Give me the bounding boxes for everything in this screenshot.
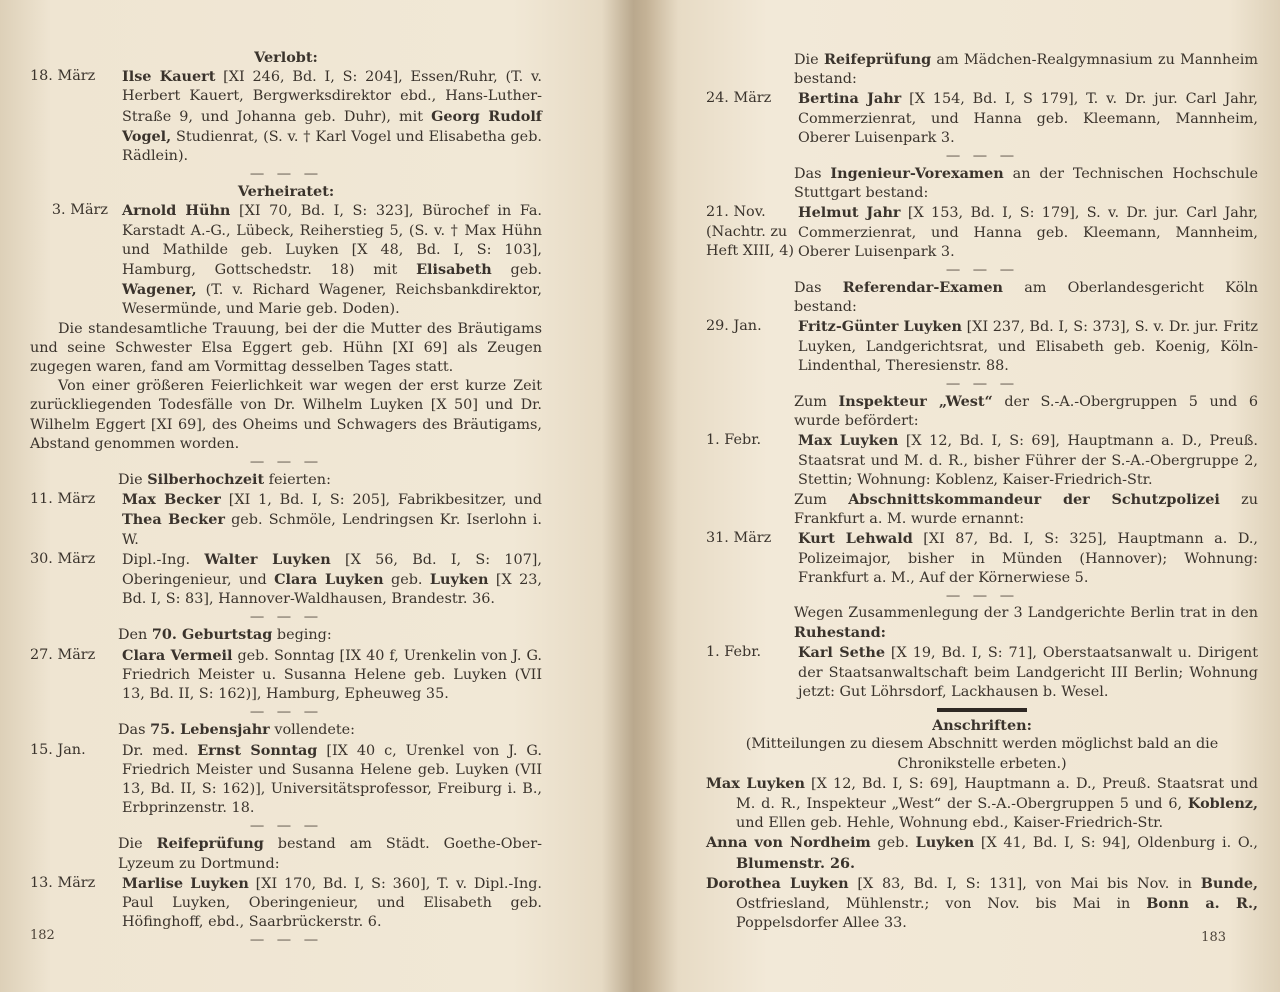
entry-date: 29. Jan. xyxy=(706,318,762,335)
entry-text: Dr. med. Ernst Sonntag [IX 40 c, Urenkel von J. G. Friedrich Meister und Susanna Helene geb. Luyken (VII 13, Bd. II, S: 162)], Universitätsprofessor, Freiburg i. B., Erbprinzenstr. 18. xyxy=(122,741,542,817)
section-separator: — — — xyxy=(249,166,323,183)
section-separator: — — — xyxy=(249,609,323,626)
left-page-content xyxy=(30,48,542,948)
intro-70th-birthday: Den 70. Geburtstag beging: xyxy=(118,626,332,644)
entry-abschnittskommandeur xyxy=(706,529,1258,588)
entry-date: 11. März xyxy=(30,491,96,508)
entry-text: Karl Sethe [X 19, Bd. I, S: 71], Oberstaatsanwalt u. Dirigent der Staatsanwaltschaft beim Landgericht III Berlin; Wohnung jetzt: Gut Löhrsdorf, Lackhausen b. Wesel. xyxy=(798,644,1258,700)
entry-ingenieur xyxy=(706,203,1258,262)
entry-text: Ilse Kauert [XI 246, Bd. I, S: 204], Essen/Ruhr, (T. v. Herbert Kauert, Bergwerksdirektor ebd., Hans-Luther-Straße 9, und Johanna geb. Duhr), mit Georg Rudolf Vogel, Studienrat, (S. v. † Karl Vogel und Elisabetha geb. Rädlein). xyxy=(122,68,542,165)
heavy-rule xyxy=(937,708,1027,712)
section-separator: — — — xyxy=(945,588,1019,605)
entry-date: 18. März xyxy=(30,68,96,85)
entry-inspekteur xyxy=(706,431,1258,490)
section-separator: — — — xyxy=(249,454,323,471)
entry-date: 24. März xyxy=(706,90,772,107)
intro-ruhestand: Wegen Zusammenlegung der 3 Landgerichte Berlin trat in den Ruhestand: xyxy=(794,605,1258,642)
entry-date: 27. März xyxy=(30,646,96,663)
section-separator: — — — xyxy=(945,148,1019,165)
right-page-content xyxy=(706,50,1258,933)
entry-text: Fritz-Günter Luyken [XI 237, Bd. I, S: 373], S. v. Dr. jur. Fritz Luyken, Landgerichtsrat, und Elisabeth geb. Koenig, Köln-Lindenthal, Theresienstr. 88. xyxy=(798,318,1258,374)
paragraph-no-celebration: Von einer größeren Feierlichkeit war wegen der erst kurze Zeit zurückliegenden Todesfälle von Dr. Wilhelm Luyken [X 50] und Dr. Wilhelm Eggert [XI 69], des Oheims und Schwagers des Bräutigams, Abstand genommen worden. xyxy=(30,378,542,452)
heading-anschriften: Anschriften: xyxy=(932,717,1032,735)
heading-verlobt: Verlobt: xyxy=(254,49,318,66)
left-page xyxy=(0,0,608,992)
address-entry: Anna von Nordheim geb. Luyken [X 41, Bd. I, S: 94], Oldenburg i. O., Blumenstr. 26. xyxy=(706,834,1258,872)
address-entry: Dorothea Luyken [X 83, Bd. I, S: 131], von Mai bis Nov. in Bunde, Ostfriesland, Mühlenstr.; von Nov. bis Mai in Bonn a. R., Poppelsdorfer Allee 33. xyxy=(706,874,1259,932)
entry-date: 30. März xyxy=(30,550,96,567)
entry-engagement xyxy=(30,67,542,166)
entry-text: Kurt Lehwald [XI 87, Bd. I, S: 325], Hauptmann a. D., Polizeimajor, bisher in Münden (Hannover); Wohnung: Frankfurt a. M., Auf der Körnerwiese 5. xyxy=(798,530,1258,586)
intro-referendar: Das Referendar-Examen am Oberlandesgericht Köln bestand: xyxy=(794,279,1259,316)
entry-text: Clara Vermeil geb. Sonntag [IX 40 f, Urenkelin von J. G. Friedrich Meister u. Susanna Helene geb. Luyken (VII 13, Bd. II, S: 162)], Hamburg, Epheuweg 35. xyxy=(122,646,543,703)
page-number: 183 xyxy=(1201,930,1226,945)
intro-silver-wedding: Die Silberhochzeit feierten: xyxy=(118,471,331,489)
entry-text: Max Becker [XI 1, Bd. I, S: 205], Fabrikbesitzer, und Thea Becker geb. Schmöle, Lendringsen Kr. Iserlohn i. W. xyxy=(122,491,543,548)
entry-marriage xyxy=(30,201,542,319)
entry-referendar xyxy=(706,317,1258,376)
intro-inspekteur: Zum Inspekteur „West“ der S.-A.-Obergruppen 5 und 6 wurde befördert: xyxy=(794,393,1258,430)
entry-text: Marlise Luyken [XI 170, Bd. I, S: 360], T. v. Dipl.-Ing. Paul Luyken, Oberingenieur, und Elisabeth geb. Höfinghoff, ebd., Saarbrückerstr. 6. xyxy=(122,874,542,931)
entry-exam xyxy=(30,874,542,933)
entry-text: Max Luyken [X 12, Bd. I, S: 69], Hauptmann a. D., Preuß. Staatsrat und M. d. R., bisher Führer der S.-A.-Obergruppe 2, Stettin; Wohnung: Koblenz, Kaiser-Friedrich-Str. xyxy=(798,432,1258,488)
entry-text: Dipl.-Ing. Walter Luyken [X 56, Bd. I, S: 107], Oberingenieur, und Clara Luyken geb. Luyken [X 23, Bd. I, S: 83], Hannover-Waldhausen, Brandestr. 36. xyxy=(122,550,542,608)
entry-exam xyxy=(706,89,1258,148)
entry-date: 31. März xyxy=(706,530,772,547)
entry-text: Arnold Hühn [XI 70, Bd. I, S: 323], Bürochef in Fa. Karstadt A.-G., Lübeck, Reiherstieg 5, (S. v. † Max Hühn und Mathilde geb. Luyken [X 48, Bd. I, S: 103], Hamburg, Gottschedstr. 18) mit Elisabeth geb. Wagener, (T. v. Richard Wagener, Reichsbankdirektor, Wesermünde, und Marie geb. Doden). xyxy=(122,202,542,318)
entry-date: 15. Jan. xyxy=(30,741,86,758)
address-entry: Max Luyken [X 12, Bd. I, S: 69], Hauptmann a. D., Preuß. Staatsrat und M. d. R., Inspekteur „West“ der S.-A.-Obergruppen 5 und 6, Koblenz, und Ellen geb. Hehle, Wohnung ebd., Kaiser-Friedrich-Str. xyxy=(706,774,1258,832)
entry-date: 13. März xyxy=(30,874,96,891)
entry-text: Bertina Jahr [X 154, Bd. I, S 179], T. v. Dr. jur. Carl Jahr, Commerzienrat, und Hanna geb. Kleemann, Mannheim, Oberer Luisenpark 3. xyxy=(798,90,1258,146)
paragraph-ceremony: Die standesamtliche Trauung, bei der die Mutter des Bräutigams und seine Schwester Elsa Eggert geb. Hühn [XI 69] als Zeugen zugegen waren, fand am Vormittag desselben Tages statt. xyxy=(30,320,542,376)
entry-silver-2 xyxy=(30,550,542,610)
entry-date: 3. März xyxy=(51,202,108,219)
right-page xyxy=(640,0,1280,992)
entry-ruhestand xyxy=(706,643,1258,702)
heading-verheiratet: Verheiratet: xyxy=(237,183,335,201)
intro-abschnittskommandeur: Zum Abschnittskommandeur der Schutzpolizei zu Frankfurt a. M. wurde ernannt: xyxy=(794,491,1258,528)
intro-reifepruefung: Die Reifeprüfung am Mädchen-Realgymnasium zu Mannheim bestand: xyxy=(794,51,1258,88)
section-separator: — — — xyxy=(249,932,323,949)
section-separator: — — — xyxy=(249,704,323,721)
intro-75th-year: Das 75. Lebensjahr vollendete: xyxy=(118,721,355,739)
entry-date: 1. Febr. xyxy=(706,432,762,449)
entry-silver-1 xyxy=(30,490,542,550)
entry-birthday xyxy=(30,646,542,705)
intro-reifepruefung: Die Reifeprüfung bestand am Städt. Goethe-Ober-Lyzeum zu Dortmund: xyxy=(118,835,542,872)
section-separator: — — — xyxy=(945,262,1019,279)
section-separator: — — — xyxy=(249,818,323,835)
addresses-note: (Mitteilungen zu diesem Abschnitt werden möglichst bald an die Chronikstelle erbeten.) xyxy=(745,736,1219,772)
section-separator: — — — xyxy=(945,376,1019,393)
entry-date: 1. Febr. xyxy=(706,644,762,661)
page-number: 182 xyxy=(30,928,55,943)
entry-text: Helmut Jahr [X 153, Bd. I, S: 179], S. v. Dr. jur. Carl Jahr, Commerzienrat, und Hanna geb. Kleemann, Mannheim, Oberer Luisenpark 3. xyxy=(798,204,1258,260)
entry-date: 21. Nov. (Nachtr. zu Heft XIII, 4) xyxy=(706,204,794,259)
intro-ingenieur: Das Ingenieur-Vorexamen an der Technischen Hochschule Stuttgart bestand: xyxy=(794,165,1259,202)
entry-75th xyxy=(30,741,542,819)
